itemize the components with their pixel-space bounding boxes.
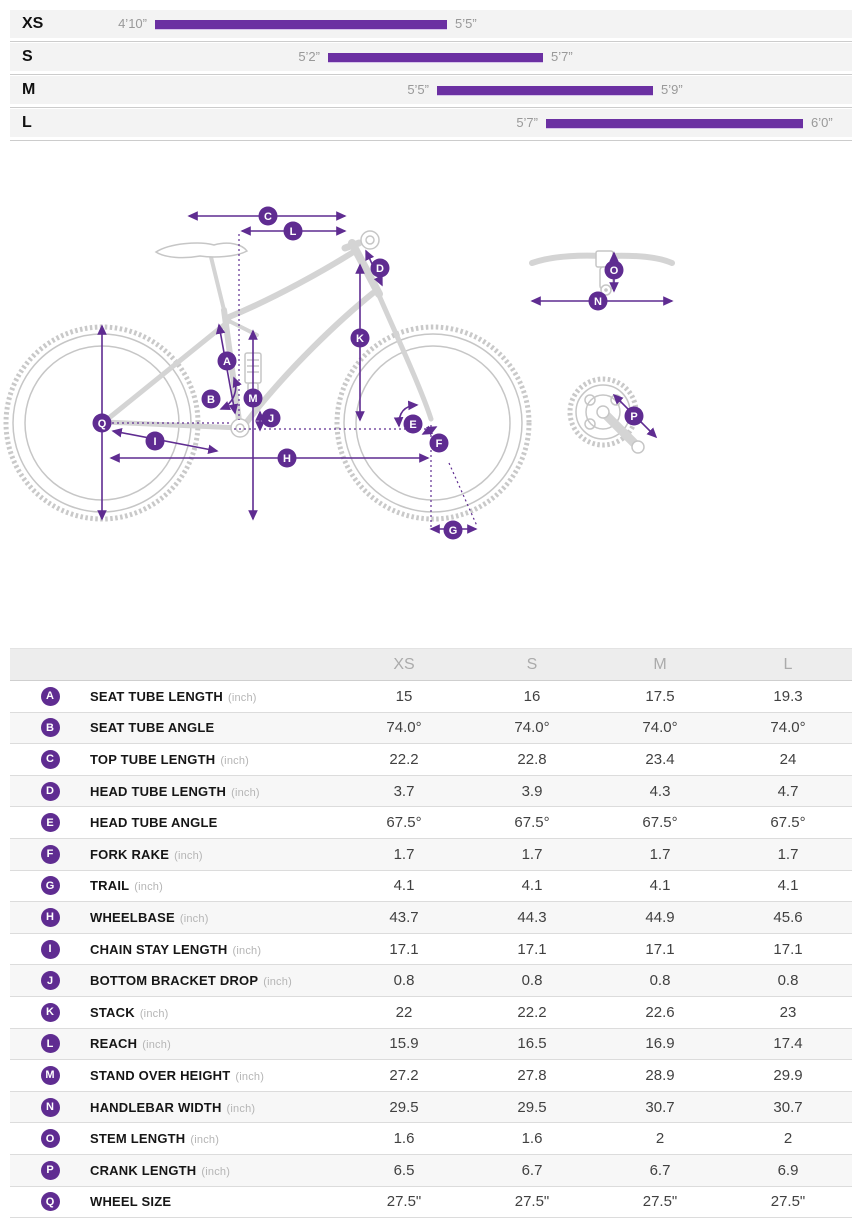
geometry-row-k bbox=[10, 997, 852, 1029]
spec-unit: (inch) bbox=[235, 1070, 265, 1083]
spec-value-l: 27.5" bbox=[770, 1193, 806, 1211]
spec-label-cell bbox=[10, 876, 340, 895]
svg-text:N: N bbox=[594, 296, 602, 308]
spec-name-text: HEAD TUBE ANGLE bbox=[90, 815, 218, 831]
spec-value-s: 0.8 bbox=[521, 972, 543, 990]
spec-unit: (inch) bbox=[139, 1007, 169, 1020]
grip-drawing bbox=[361, 231, 379, 249]
spec-label-cell bbox=[10, 750, 340, 769]
svg-text:D: D bbox=[376, 263, 384, 275]
spec-value-l: 2 bbox=[783, 1130, 793, 1148]
size-row-l bbox=[10, 109, 852, 137]
spec-label-cell bbox=[10, 1192, 340, 1211]
spec-letter-badge: E bbox=[41, 813, 60, 832]
spec-unit: (inch) bbox=[201, 1165, 231, 1178]
geometry-row-b bbox=[10, 713, 852, 745]
spec-label-cell bbox=[10, 718, 340, 737]
spec-value-s: 4.1 bbox=[521, 877, 543, 895]
diagram-badge-n bbox=[589, 292, 608, 311]
diagram-badge-a bbox=[218, 352, 237, 371]
geometry-row-n bbox=[10, 1092, 852, 1124]
spec-unit: (inch) bbox=[263, 976, 292, 989]
spec-badge-cell bbox=[10, 908, 90, 927]
spec-name bbox=[90, 1100, 255, 1115]
diagram-badge-f bbox=[430, 434, 449, 453]
diagram-badge-o bbox=[605, 261, 624, 280]
spec-value-m: 44.9 bbox=[645, 908, 675, 926]
spec-value-m: 23.4 bbox=[645, 750, 675, 768]
geometry-row-o bbox=[10, 1123, 852, 1155]
spec-label-cell bbox=[10, 1161, 340, 1180]
max-height-label: 5’5” bbox=[455, 16, 477, 31]
svg-text:O: O bbox=[609, 265, 619, 277]
geometry-row-i bbox=[10, 934, 852, 966]
spec-unit: (inch) bbox=[190, 1134, 220, 1147]
spec-value-m: 0.8 bbox=[649, 972, 671, 990]
spec-value-m: 4.1 bbox=[649, 877, 671, 895]
spec-letter-badge: A bbox=[41, 687, 60, 706]
max-height-label: 6’0” bbox=[811, 115, 833, 130]
spec-value-m: 4.3 bbox=[649, 782, 671, 800]
spec-value-l: 29.9 bbox=[773, 1066, 803, 1084]
spec-value-l: 67.5° bbox=[770, 814, 806, 832]
diagram-badge-l bbox=[284, 222, 303, 241]
spec-value-m: 16.9 bbox=[645, 1035, 675, 1053]
spec-name bbox=[90, 1131, 219, 1146]
spec-value-l: 23 bbox=[779, 1003, 797, 1021]
spec-badge-cell bbox=[10, 750, 90, 769]
spec-value-xs: 67.5° bbox=[386, 814, 422, 832]
spec-name-text: HEAD TUBE LENGTH bbox=[90, 783, 227, 799]
spec-badge-cell bbox=[10, 876, 90, 895]
spec-value-m: 74.0° bbox=[642, 719, 678, 737]
svg-text:F: F bbox=[435, 438, 443, 450]
spec-value-l: 24 bbox=[779, 750, 797, 768]
spec-letter-badge: M bbox=[41, 1066, 60, 1085]
geometry-row-d bbox=[10, 776, 852, 808]
diagram-badge-p bbox=[625, 407, 644, 426]
spec-letter-badge: I bbox=[41, 940, 60, 959]
spec-value-xs: 3.7 bbox=[393, 782, 415, 800]
spec-unit: (inch) bbox=[174, 849, 203, 862]
diagram-badge-b bbox=[202, 390, 221, 409]
spec-name bbox=[90, 942, 261, 957]
size-row-m bbox=[10, 76, 852, 104]
spec-letter-badge: H bbox=[41, 908, 60, 927]
spec-label-cell bbox=[10, 1098, 340, 1117]
spec-value-s: 22.2 bbox=[517, 1003, 547, 1021]
spec-letter-badge: B bbox=[41, 718, 60, 737]
spec-value-s: 74.0° bbox=[514, 719, 550, 737]
spec-value-l: 17.4 bbox=[773, 1035, 803, 1053]
spec-value-xs: 29.5 bbox=[389, 1098, 419, 1116]
spec-value-s: 29.5 bbox=[517, 1098, 547, 1116]
svg-text:J: J bbox=[267, 413, 275, 425]
spec-letter-badge: K bbox=[41, 1003, 60, 1022]
svg-text:C: C bbox=[264, 211, 272, 223]
spec-name-text: STACK bbox=[90, 1004, 135, 1020]
spec-label-cell bbox=[10, 940, 340, 959]
geometry-row-h bbox=[10, 902, 852, 934]
spec-value-xs: 17.1 bbox=[389, 940, 419, 958]
geometry-table-header bbox=[10, 649, 852, 681]
spec-unit: (inch) bbox=[134, 881, 163, 894]
spec-value-xs: 1.6 bbox=[393, 1130, 415, 1148]
spec-letter-badge: J bbox=[41, 971, 60, 990]
rider-height-size-chart bbox=[10, 10, 852, 142]
spec-unit: (inch) bbox=[227, 691, 257, 704]
bottom-bracket-drawing bbox=[231, 419, 249, 437]
spec-value-m: 22.6 bbox=[645, 1003, 675, 1021]
diagram-badge-q bbox=[93, 414, 112, 433]
spec-badge-cell bbox=[10, 687, 90, 706]
spec-badge-cell bbox=[10, 1098, 90, 1117]
spec-value-m: 28.9 bbox=[645, 1066, 675, 1084]
size-row-s bbox=[10, 43, 852, 71]
spec-value-s: 1.7 bbox=[521, 845, 543, 863]
geometry-row-q bbox=[10, 1187, 852, 1219]
spec-name bbox=[90, 973, 292, 988]
size-label: S bbox=[22, 48, 33, 65]
saddle-drawing bbox=[156, 243, 247, 258]
spec-name bbox=[90, 1005, 169, 1020]
spec-label-cell bbox=[10, 687, 340, 706]
spec-value-m: 27.5" bbox=[642, 1193, 678, 1211]
spec-name-text: CHAIN STAY LENGTH bbox=[90, 941, 228, 957]
handlebar-top-view-drawing bbox=[532, 251, 672, 295]
spec-unit: (inch) bbox=[231, 786, 260, 799]
spec-unit: (inch) bbox=[220, 754, 250, 767]
spec-value-l: 74.0° bbox=[770, 719, 806, 737]
spec-value-xs: 4.1 bbox=[393, 877, 415, 895]
spec-letter-badge: L bbox=[41, 1034, 60, 1053]
spec-label-cell bbox=[10, 1066, 340, 1085]
spec-value-s: 22.8 bbox=[517, 750, 547, 768]
max-height-label: 5’7” bbox=[551, 49, 573, 64]
spec-name-text: REACH bbox=[90, 1036, 138, 1052]
min-height-label: 5’2” bbox=[298, 49, 320, 64]
spec-name-text: WHEEL SIZE bbox=[90, 1194, 172, 1210]
spec-value-l: 6.9 bbox=[777, 1161, 799, 1179]
geometry-table-body bbox=[10, 681, 852, 1218]
geometry-row-a bbox=[10, 681, 852, 713]
svg-text:B: B bbox=[207, 394, 215, 406]
spec-value-l: 19.3 bbox=[773, 687, 803, 705]
spec-badge-cell bbox=[10, 1066, 90, 1085]
diagram-badge-m bbox=[244, 389, 263, 408]
svg-text:I: I bbox=[153, 436, 157, 448]
spec-value-xs: 15 bbox=[395, 687, 413, 705]
spec-badge-cell bbox=[10, 1192, 90, 1211]
column-header-xs: XS bbox=[393, 656, 415, 673]
geometry-row-e bbox=[10, 807, 852, 839]
spec-badge-cell bbox=[10, 1161, 90, 1180]
size-range-bar bbox=[155, 20, 447, 29]
spec-value-m: 6.7 bbox=[649, 1161, 671, 1179]
diagram-badge-h bbox=[278, 449, 297, 468]
size-row-xs bbox=[10, 10, 852, 38]
diagram-badge-k bbox=[351, 329, 370, 348]
min-height-label: 5’7” bbox=[516, 115, 538, 130]
spec-badge-cell bbox=[10, 813, 90, 832]
spec-name bbox=[90, 1163, 230, 1178]
spec-badge-cell bbox=[10, 1129, 90, 1148]
spec-name-text: STEM LENGTH bbox=[90, 1131, 186, 1147]
size-range-bar bbox=[328, 53, 543, 62]
spec-value-l: 1.7 bbox=[777, 845, 799, 863]
spec-letter-badge: P bbox=[41, 1161, 60, 1180]
spec-value-s: 27.5" bbox=[514, 1193, 550, 1211]
spec-value-xs: 43.7 bbox=[389, 908, 419, 926]
diagram-badge-g bbox=[444, 521, 463, 540]
spec-value-l: 17.1 bbox=[773, 940, 803, 958]
size-range-bar bbox=[546, 119, 803, 128]
spec-value-l: 30.7 bbox=[773, 1098, 803, 1116]
spec-badge-cell bbox=[10, 940, 90, 959]
spec-value-l: 0.8 bbox=[777, 972, 799, 990]
spec-name-text: STAND OVER HEIGHT bbox=[90, 1067, 231, 1083]
spec-value-xs: 22.2 bbox=[389, 750, 419, 768]
spec-unit: (inch) bbox=[179, 912, 209, 925]
spec-letter-badge: Q bbox=[41, 1192, 60, 1211]
svg-text:H: H bbox=[283, 453, 291, 465]
svg-text:L: L bbox=[289, 226, 297, 238]
spec-value-s: 27.8 bbox=[517, 1066, 547, 1084]
spec-name bbox=[90, 878, 163, 893]
spec-name bbox=[90, 847, 203, 862]
spec-name bbox=[90, 720, 219, 735]
spec-value-xs: 22 bbox=[395, 1003, 413, 1021]
spec-label-cell bbox=[10, 813, 340, 832]
spec-name-text: FORK RAKE bbox=[90, 846, 170, 862]
spec-letter-badge: F bbox=[41, 845, 60, 864]
header-spacer bbox=[10, 649, 340, 680]
geometry-row-g bbox=[10, 871, 852, 903]
spec-value-s: 16.5 bbox=[517, 1035, 547, 1053]
diagram-badge-d bbox=[371, 259, 390, 278]
svg-text:Q: Q bbox=[97, 418, 107, 430]
spec-value-m: 17.5 bbox=[645, 687, 675, 705]
spec-value-s: 67.5° bbox=[514, 814, 550, 832]
spec-unit: (inch) bbox=[142, 1039, 171, 1052]
spec-badge-cell bbox=[10, 1003, 90, 1022]
column-header-l: L bbox=[783, 656, 793, 673]
spec-badge-cell bbox=[10, 971, 90, 990]
spec-value-m: 17.1 bbox=[645, 940, 675, 958]
geometry-row-m bbox=[10, 1060, 852, 1092]
spec-value-s: 1.6 bbox=[521, 1130, 543, 1148]
spec-value-xs: 0.8 bbox=[393, 972, 415, 990]
svg-text:E: E bbox=[409, 419, 417, 431]
spec-letter-badge: N bbox=[41, 1098, 60, 1117]
spec-value-s: 44.3 bbox=[517, 908, 547, 926]
spec-label-cell bbox=[10, 971, 340, 990]
spec-letter-badge: D bbox=[41, 782, 60, 801]
spec-badge-cell bbox=[10, 845, 90, 864]
spec-label-cell bbox=[10, 1129, 340, 1148]
svg-text:A: A bbox=[223, 356, 231, 368]
front-wheel-drawing bbox=[337, 327, 529, 519]
spec-name-text: TRAIL bbox=[90, 878, 130, 894]
spec-value-xs: 1.7 bbox=[393, 845, 415, 863]
spec-label-cell bbox=[10, 845, 340, 864]
spec-name bbox=[90, 752, 249, 767]
spec-value-m: 2 bbox=[655, 1130, 665, 1148]
spec-name-text: WHEELBASE bbox=[90, 909, 175, 925]
spec-value-m: 30.7 bbox=[645, 1098, 675, 1116]
spec-badge-cell bbox=[10, 782, 90, 801]
spec-value-l: 4.7 bbox=[777, 782, 799, 800]
spec-label-cell bbox=[10, 782, 340, 801]
spec-value-m: 67.5° bbox=[642, 814, 678, 832]
spec-label-cell bbox=[10, 908, 340, 927]
geometry-row-c bbox=[10, 744, 852, 776]
spec-value-xs: 74.0° bbox=[386, 719, 422, 737]
spec-name bbox=[90, 784, 260, 799]
geometry-row-f bbox=[10, 839, 852, 871]
max-height-label: 5’9” bbox=[661, 82, 683, 97]
column-header-m: M bbox=[653, 656, 667, 673]
spec-letter-badge: O bbox=[41, 1129, 60, 1148]
spec-name-text: HANDLEBAR WIDTH bbox=[90, 1099, 222, 1115]
diagram-badge-c bbox=[259, 207, 278, 226]
column-header-s: S bbox=[526, 656, 538, 673]
spec-value-s: 16 bbox=[523, 687, 541, 705]
size-label: L bbox=[22, 114, 32, 131]
spec-value-s: 17.1 bbox=[517, 940, 547, 958]
spec-value-s: 6.7 bbox=[521, 1161, 543, 1179]
svg-text:P: P bbox=[630, 411, 638, 423]
spec-name bbox=[90, 910, 209, 925]
spec-name bbox=[90, 1036, 171, 1051]
spec-name-text: BOTTOM BRACKET DROP bbox=[90, 973, 259, 989]
diagram-badge-j bbox=[262, 409, 281, 428]
spec-badge-cell bbox=[10, 1034, 90, 1053]
size-label: XS bbox=[22, 15, 44, 32]
spec-value-xs: 15.9 bbox=[389, 1035, 419, 1053]
diagram-badge-i bbox=[146, 432, 165, 451]
spec-value-l: 4.1 bbox=[777, 877, 799, 895]
svg-text:M: M bbox=[248, 393, 258, 405]
geometry-table bbox=[10, 648, 852, 1218]
spec-name bbox=[90, 689, 257, 704]
spec-value-s: 3.9 bbox=[521, 782, 543, 800]
spec-label-cell bbox=[10, 1034, 340, 1053]
svg-text:K: K bbox=[356, 333, 364, 345]
spec-name-text: SEAT TUBE LENGTH bbox=[90, 688, 223, 704]
geometry-row-p bbox=[10, 1155, 852, 1187]
spec-value-m: 1.7 bbox=[649, 845, 671, 863]
svg-text:G: G bbox=[448, 525, 458, 537]
spec-unit: (inch) bbox=[232, 944, 262, 957]
spec-value-l: 45.6 bbox=[773, 908, 803, 926]
size-range-bar bbox=[437, 86, 653, 95]
size-label: M bbox=[22, 81, 36, 98]
spec-value-xs: 27.2 bbox=[389, 1066, 419, 1084]
spec-unit: (inch) bbox=[226, 1102, 256, 1115]
geometry-row-l bbox=[10, 1029, 852, 1061]
min-height-label: 4’10” bbox=[118, 16, 147, 31]
spec-name-text: SEAT TUBE ANGLE bbox=[90, 720, 215, 736]
spec-name bbox=[90, 1194, 176, 1209]
min-height-label: 5’5” bbox=[407, 82, 429, 97]
spec-name bbox=[90, 1068, 264, 1083]
spec-value-xs: 6.5 bbox=[393, 1161, 415, 1179]
spec-label-cell bbox=[10, 1003, 340, 1022]
spec-letter-badge: G bbox=[41, 876, 60, 895]
spec-value-xs: 27.5" bbox=[386, 1193, 422, 1211]
spec-name-text: CRANK LENGTH bbox=[90, 1162, 197, 1178]
spec-name-text: TOP TUBE LENGTH bbox=[90, 751, 216, 767]
spec-letter-badge: C bbox=[41, 750, 60, 769]
geometry-row-j bbox=[10, 965, 852, 997]
spec-badge-cell bbox=[10, 718, 90, 737]
spec-name bbox=[90, 815, 222, 830]
diagram-badge-e bbox=[404, 415, 423, 434]
